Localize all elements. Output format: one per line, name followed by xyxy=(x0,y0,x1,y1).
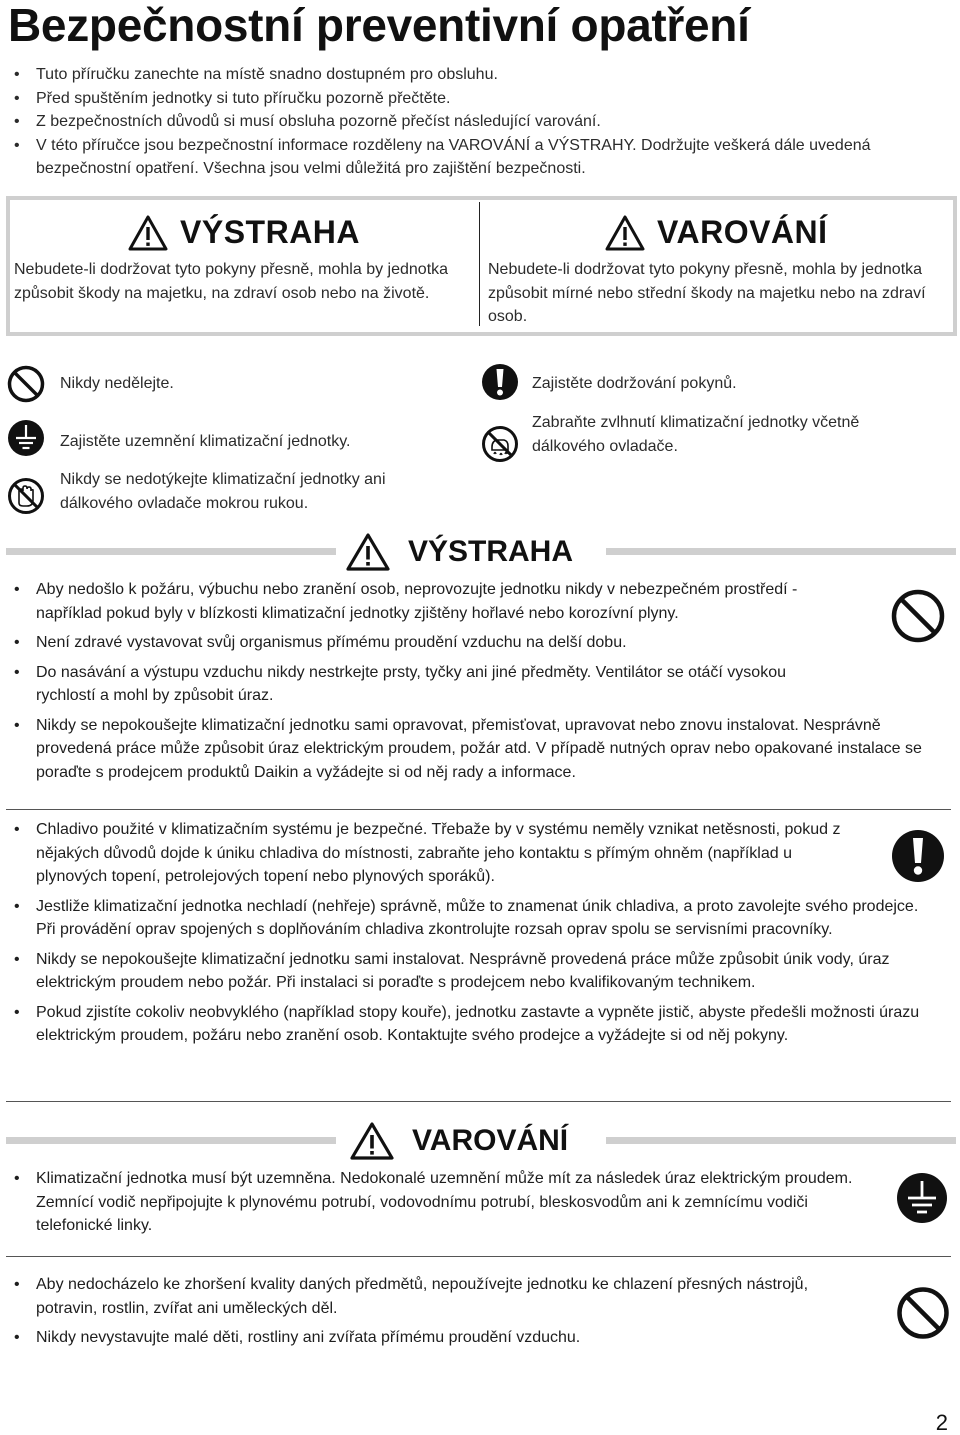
list-item: • V této příručce jsou bezpečnostní informace rozděleny na VAROVÁNÍ a VÝSTRAHY. Dodržujte veškerá dále uvedená bezpečnostní opatření. Všechna jsou velmi důležitá pro zajištění bezpečnosti. xyxy=(14,134,934,181)
box-heading-vystraha xyxy=(128,214,360,251)
section-header-label xyxy=(350,1122,568,1160)
varovani-list-1 xyxy=(14,1167,864,1244)
divider xyxy=(6,1101,951,1102)
list-item: • Klimatizační jednotka musí být uzemněna. Nedokonalé uzemnění může mít za následek úraz elektrickým proudem. Zemnící vodič nepřipojujte k plynovému potrubí, vodovodnímu potrubí, bleskosvodům ani k zemnícímu vodiči telefonické linky. xyxy=(14,1167,864,1238)
section-header-varovani xyxy=(6,1122,956,1158)
box-heading-label: VÝSTRAHA xyxy=(180,214,361,250)
list-item: • Z bezpečnostních důvodů si musí obsluha pozorně přečíst následující varování. xyxy=(14,110,934,134)
list-item: • Není zdravé vystavovat svůj organismus přímému proudění vzduchu na delší dobu. xyxy=(14,631,924,655)
page-title: Bezpečnostní preventivní opatření xyxy=(8,0,750,51)
list-item: • Aby nedošlo k požáru, výbuchu nebo zranění osob, neprovozujte jednotku nikdy v nebezpečném prostředí - například pokud byly v blízkosti klimatizační jednotky zjištěny hořlavé nebo korozívní plyny. xyxy=(14,578,864,625)
prohibition-icon xyxy=(6,364,46,404)
varovani-list-2 xyxy=(14,1273,864,1356)
list-item: • Nikdy nevystavujte malé děti, rostliny ani zvířata přímému proudění vzduchu. xyxy=(14,1326,864,1350)
section-header-bar xyxy=(606,548,956,555)
box-text-vystraha: Nebudete-li dodržovat tyto pokyny přesně, mohla by jednotka způsobit škody na majetku, na zdraví osob nebo na životě. xyxy=(14,261,449,302)
warning-triangle-icon xyxy=(605,215,645,251)
ground-icon xyxy=(6,418,46,458)
legend-ground: Zajistěte uzemnění klimatizační jednotky. xyxy=(60,433,351,450)
vystraha-list-1 xyxy=(14,578,924,790)
list-item: • Chladivo použité v klimatizačním systému je bezpečné. Třebaže by v systému neměly vznikat netěsnosti, pokud z nějakých důvodů dojde k úniku chladiva do místnosti, zabraňte jeho kontaktu s přímým ohněm (například u plynových topení, petrolejových topení nebo plynových sporáků). xyxy=(14,818,859,889)
vystraha-list-2 xyxy=(14,818,924,1054)
no-water-icon xyxy=(480,424,520,464)
list-item: • Jestliže klimatizační jednotka nechladí (nehřeje) správně, může to znamenat únik chladiva, a proto zavolejte svého prodejce. Při provádění oprav spojených s doplňováním chladiva zkontrolujte rozsah oprav spolu se servisními pracovníky. xyxy=(14,895,924,942)
no-wet-hands-icon xyxy=(6,476,46,516)
box-heading-varovani xyxy=(605,214,828,251)
intro-list xyxy=(14,63,934,181)
section-header-vystraha xyxy=(6,533,956,569)
prohibition-icon xyxy=(890,588,946,644)
list-item: • Nikdy se nepokoušejte klimatizační jednotku sami opravovat, přemisťovat, upravovat nebo znovu instalovat. Nesprávně provedená práce může způsobit úraz elektrickým proudem, požár atd. V případě nutných oprav nebo opakované instalace se poraďte s prodejcem produktů Daikin a vyžádejte si od něj rady a informace. xyxy=(14,714,924,785)
section-heading-text: VAROVÁNÍ xyxy=(412,1124,569,1157)
prohibition-icon xyxy=(896,1286,950,1340)
list-item: • Do nasávání a výstupu vzduchu nikdy nestrkejte prsty, tyčky ani jiné předměty. Ventilátor se otáčí vysokou rychlostí a mohl by způsobit úraz. xyxy=(14,661,829,708)
warning-triangle-icon xyxy=(128,215,168,251)
list-item: • Nikdy se nepokoušejte klimatizační jednotku sami instalovat. Nesprávně provedená práce může způsobit únik vody, úraz elektrickým proudem nebo požár. Při instalaci si poraďte s prodejcem nebo kvalifikovaným technikem. xyxy=(14,948,924,995)
divider xyxy=(6,809,951,810)
legend-never: Nikdy nedělejte. xyxy=(60,375,174,392)
legend-wet-hands: Nikdy se nedotýkejte klimatizační jednotky ani dálkového ovladače mokrou rukou. xyxy=(60,471,386,512)
list-item: • Tuto příručku zanechte na místě snadno dostupném pro obsluhu. xyxy=(14,63,934,87)
box-heading-label: VAROVÁNÍ xyxy=(657,214,828,250)
section-heading-text: VÝSTRAHA xyxy=(408,535,574,568)
section-header-bar xyxy=(6,548,336,555)
list-item: • Pokud zjistíte cokoliv neobvyklého (například stopy kouře), jednotku zastavte a vypněte jistič, abyste předešli možnosti úrazu elektrickým proudem, požáru nebo zranění osob. Kontaktujte svého prodejce a vyžádejte si od něj pokyny. xyxy=(14,1001,924,1048)
ground-icon xyxy=(896,1172,948,1224)
box-text-varovani: Nebudete-li dodržovat tyto pokyny přesně, mohla by jednotka způsobit mírné nebo střední škody na majetku nebo na zdraví osob. xyxy=(488,261,926,325)
section-header-bar xyxy=(606,1137,956,1144)
exclamation-icon xyxy=(890,828,946,884)
warning-triangle-icon xyxy=(346,533,390,571)
list-item: • Před spuštěním jednotky si tuto příručku pozorně přečtěte. xyxy=(14,87,934,111)
divider xyxy=(6,1256,951,1257)
definition-box-divider xyxy=(479,202,480,326)
section-header-label xyxy=(346,533,573,571)
section-header-bar xyxy=(6,1137,336,1144)
page-number: 2 xyxy=(935,1410,948,1435)
legend-follow: Zajistěte dodržování pokynů. xyxy=(532,375,737,392)
legend-no-water: Zabraňte zvlhnutí klimatizační jednotky včetně dálkového ovladače. xyxy=(532,414,860,455)
list-item: • Aby nedocházelo ke zhoršení kvality daných předmětů, nepoužívejte jednotku ke chlazení přesných nástrojů, potravin, rostlin, zvířat ani uměleckých děl. xyxy=(14,1273,864,1320)
exclamation-icon xyxy=(480,362,520,402)
warning-triangle-icon xyxy=(350,1122,394,1160)
